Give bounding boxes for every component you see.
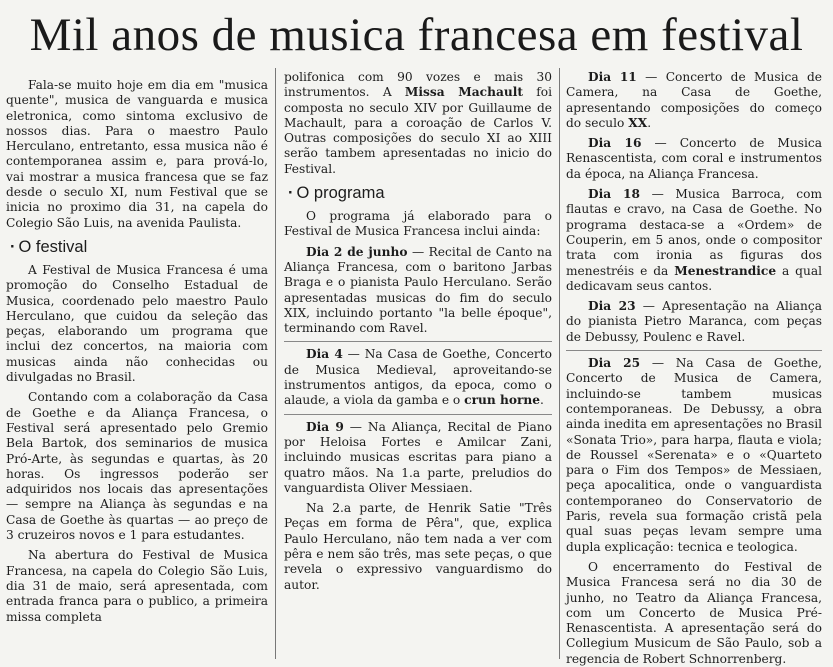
intro-paragraph: Fala-se muito hoje em dia em "musica quente", musica de vanguarda e musica eletronica, como sintoma exclusivo de nossos dias. Para o maestro Paulo Herculano, entretanto, essa musica não é contemporanea assim e, para prová-lo, vai mostrar a musica francesa que se faz desde o seculo XI, num Festival que se inicia no proximo dia 31, na capela do Colegio São Luis, na avenida Paulista. (6, 78, 268, 230)
column-1 (6, 78, 268, 625)
column-2 (284, 70, 552, 593)
missa-paragraph: polifonica com 90 vozes e mais 30 instrumentos. A Missa Machault foi composta no seculo XIV por Guillaume de Machault, para a coroação de Carlos V. Outras composições do seculo XI ao XIII serão tambem apresentadas no inicio do Festival. (284, 70, 553, 176)
program-entry: Dia 9 — Na Aliança, Recital de Piano por Heloisa Fortes e Amilcar Zani, incluindo musicas escritas para piano a quatro mãos. Na 1.a parte, preludios do vanguardista Oliver Messiaen. (284, 419, 552, 495)
festival-paragraph: Contando com a colaboração da Casa de Goethe e da Aliança Francesa, o Festival será apresentado pelo Gremio Bela Bartok, dos seminarios de musica Pró-Arte, às segundas e quartas, às 20 horas. Os ingressos poderão ser adquiridos nos locais das apresentações — sempre na Aliança às segundas e na Casa de Goethe às quartas — ao preço de 3 cruzeiros novos e 1 para estudantes. (6, 390, 268, 543)
program-entry: Dia 25 — Na Casa de Goethe, Concerto de Musica de Camera, incluindo-se tambem musicas contemporaneas. De Debussy, a obra ainda inedita em apresentações no Brasil «Sonata Trio», para harpa, flauta e viola; de Roussel «Serenata» e o «Quarteto para o Fim dos Tempos» de Messiaen, peça apocalitica, onde o vanguardista contemporaneo do Conservatorio de Paris, revela sua formação cristã pela qual suas peças levam sempre uma dupla explicação: tecnica e teologica. (566, 356, 822, 554)
programa-intro: O programa já elaborado para o Festival de Musica Francesa inclui ainda: (284, 209, 552, 239)
program-entry: Dia 16 — Concerto de Musica Renascentista, com coral e instrumentos da época, na Aliança Francesa. (566, 136, 822, 181)
closing-paragraph: O encerramento do Festival de Musica Francesa será no dia 30 de junho, no Teatro da Aliança Francesa, com um Concerto de Musica Pré-Renascentista. A apresentação será do Collegium Musicum de São Paulo, sob a regencia de Robert Schnorrenberg. (566, 559, 822, 666)
program-entry: Dia 11 — Concerto de Musica de Camera, na Casa de Goethe, apresentando composições do começo do seculo XX. (566, 70, 822, 130)
festival-paragraph: Na abertura do Festival de Musica Francesa, na capela do Colegio São Luis, dia 31 de maio, será apresentada, com entrada franca para o publico, a primeira missa completa (6, 548, 268, 624)
festival-paragraph: A Festival de Musica Francesa é uma promoção do Conselho Estadual de Musica, coordenado pelo maestro Paulo Herculano, que cuidou da seleção das peças, elaborando um programa que inclui dez concertos, na maioria com musicas ainda não conhecidas ou divulgadas no Brasil. (6, 262, 268, 385)
program-entry: Dia 23 — Apresentação na Aliança do pianista Pietro Maranca, com peças de Debussy, Poulenc e Ravel. (566, 299, 822, 344)
entry-separator (284, 414, 552, 415)
section-heading-festival: · O festival (10, 237, 88, 256)
section-heading-programa: · O programa (288, 184, 385, 203)
entry-separator (566, 350, 822, 351)
article-headline: Mil anos de musica francesa em festival (29, 9, 804, 61)
column-divider (275, 68, 276, 659)
entry-separator (284, 341, 552, 342)
program-entry: Dia 4 — Na Casa de Goethe, Concerto de Musica Medieval, aproveitando-se instrumentos antigos, da epoca, como o alaude, a viola da gamba e o crun horne. (284, 347, 552, 408)
program-entry: Dia 18 — Musica Barroca, com flautas e cravo, na Casa de Goethe. No programa destaca-se a «Ordem» de Couperin, em 5 anos, onde o compositor trata com ironia as figuras dos menestréis e da Menestrandice a qual dedicavam seus cantos. (566, 187, 822, 293)
satie-paragraph: Na 2.a parte, de Henrik Satie "Três Peças em forma de Pêra", que, explica Paulo Herculano, não tem nada a ver com pêra e nem são três, mas sete peças, o que revela o expressivo vanguardismo do autor. (284, 501, 552, 592)
column-3 (566, 70, 822, 667)
column-divider (559, 68, 560, 659)
program-entry: Dia 2 de junho — Recital de Canto na Aliança Francesa, com o baritono Jarbas Braga e o pianista Paulo Herculano. Serão apresentadas musicas do fim do seculo XIX, incluindo portanto "la belle époque", terminando com Ravel. (284, 244, 552, 336)
